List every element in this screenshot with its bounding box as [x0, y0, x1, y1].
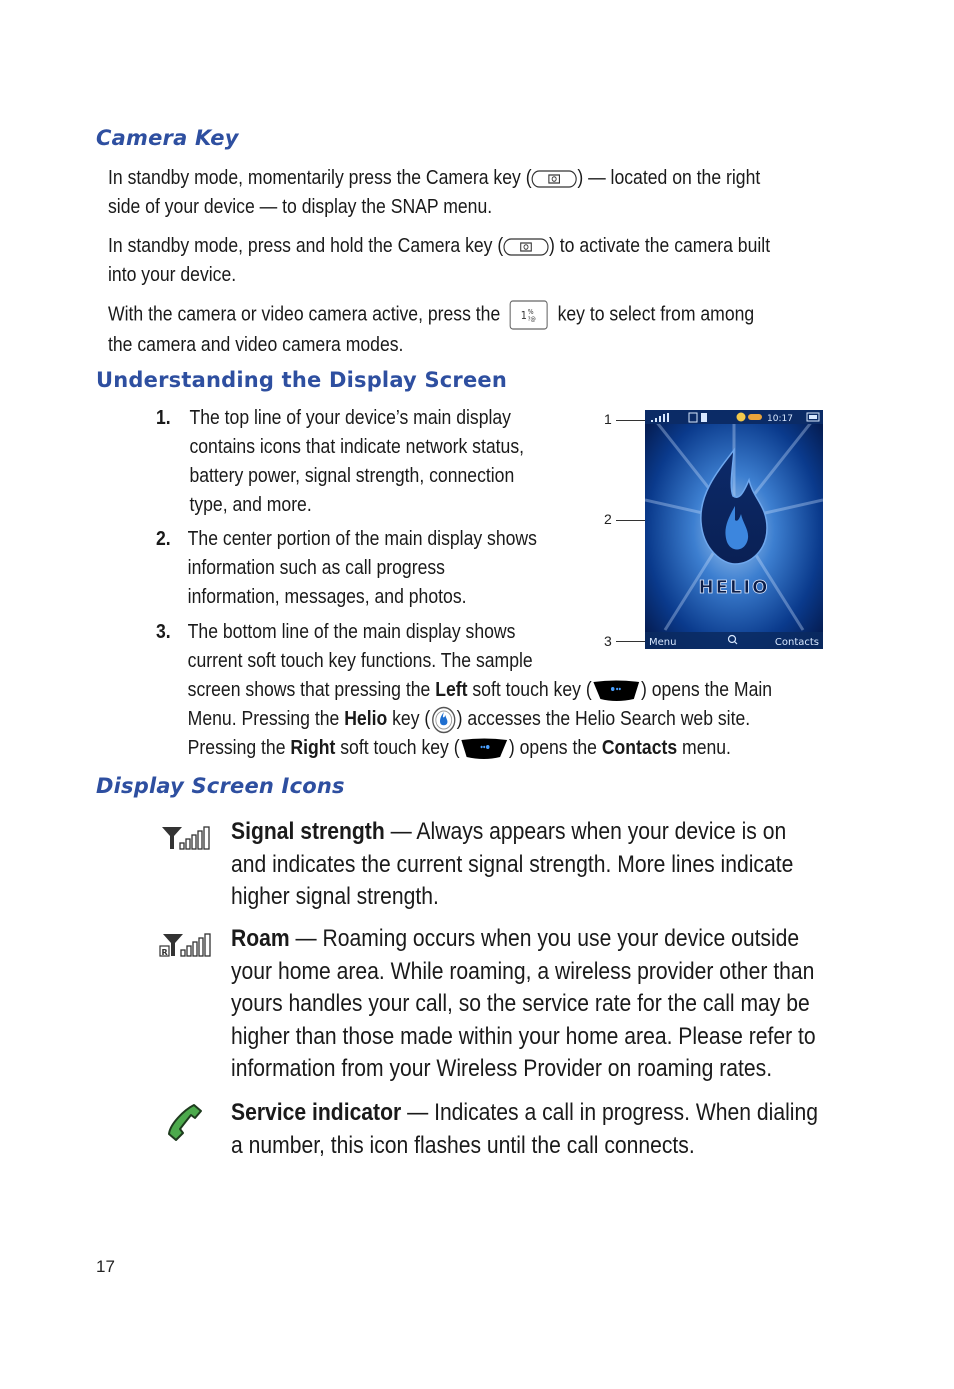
- phone-display-screenshot: [645, 410, 823, 649]
- signal-strength-title: Signal strength: [231, 818, 385, 845]
- phone-left-softkey: Menu: [649, 637, 677, 648]
- callout-2: 2: [604, 511, 612, 527]
- camera-key-paragraph-1: In standby mode, momentarily press the Camera key ( ) — located on the right side of your device — to display the SNAP menu.: [108, 167, 761, 218]
- svg-text:?@: ?@: [528, 316, 537, 324]
- callout-3: 3: [604, 633, 612, 649]
- camera-key-paragraph-2: In standby mode, press and hold the Camera key ( ) to activate the camera built into your device.: [108, 235, 771, 286]
- roam-description: Roam — Roaming occurs when you use your device outside your home area. While roaming, a wireless provider other than yours handles your call, so the service rate for the call may be higher than those made within your home area. Please refer to information from your Wireless Provider on roaming rates.: [231, 925, 816, 1082]
- svg-text:%: %: [528, 307, 534, 317]
- roam-icon: [159, 931, 215, 959]
- phone-right-softkey: Contacts: [774, 637, 819, 648]
- left-soft-key-icon: [592, 679, 641, 703]
- phone-screen-graphic: [645, 410, 823, 649]
- camera-key-paragraph-3: With the camera or video camera active, press the 1 % ?@ key to select from among the camera and video camera modes.: [108, 299, 754, 360]
- callout-1: 1: [604, 411, 612, 427]
- page-number: 17: [96, 1257, 115, 1276]
- roam-title: Roam: [231, 925, 290, 952]
- svg-text:1: 1: [520, 309, 528, 323]
- phone-handset-icon: [164, 1102, 206, 1144]
- callout-line-3: [616, 641, 646, 642]
- list-item-2: 2. The center portion of the main display shows information such as call progress information, messages, and photos.: [156, 528, 537, 608]
- camera-key-heading: Camera Key: [96, 126, 239, 150]
- right-soft-key-icon: [460, 737, 509, 761]
- list-item-3: 3. The bottom line of the main display shows current soft touch key functions. The sample screen shows that pressing the Left soft touch key ( ) opens the Main Menu. Pressing the Helio key ( ) accesses the Helio Search web site. Pressing the Right soft touch key ( ) opens the Contacts menu.: [156, 621, 773, 759]
- svg-text:R: R: [161, 948, 168, 957]
- camera-key-icon: [503, 237, 549, 257]
- callout-line-1: [616, 420, 646, 421]
- signal-strength-description: Signal strength — Always appears when your device is on and indicates the current signal strength. More lines indicate higher signal strength.: [231, 818, 794, 910]
- helio-key-icon: [430, 706, 456, 734]
- phone-clock: 10:17: [767, 414, 793, 424]
- display-screen-heading: Understanding the Display Screen: [96, 368, 508, 392]
- display-screen-icons-heading: Display Screen Icons: [96, 774, 345, 798]
- key-1-icon: [509, 299, 549, 331]
- list-item-1: 1. The top line of your device’s main display contains icons that indicate network status, battery power, signal strength, connection type, and more.: [156, 407, 525, 516]
- phone-brand: HELIO: [698, 577, 770, 598]
- camera-key-icon: [532, 169, 578, 189]
- callout-line-2: [616, 520, 646, 521]
- service-indicator-description: Service indicator — Indicates a call in progress. When dialing a number, this icon flashes until the call connects.: [231, 1099, 818, 1159]
- service-indicator-title: Service indicator: [231, 1099, 402, 1126]
- signal-strength-icon: [160, 824, 214, 852]
